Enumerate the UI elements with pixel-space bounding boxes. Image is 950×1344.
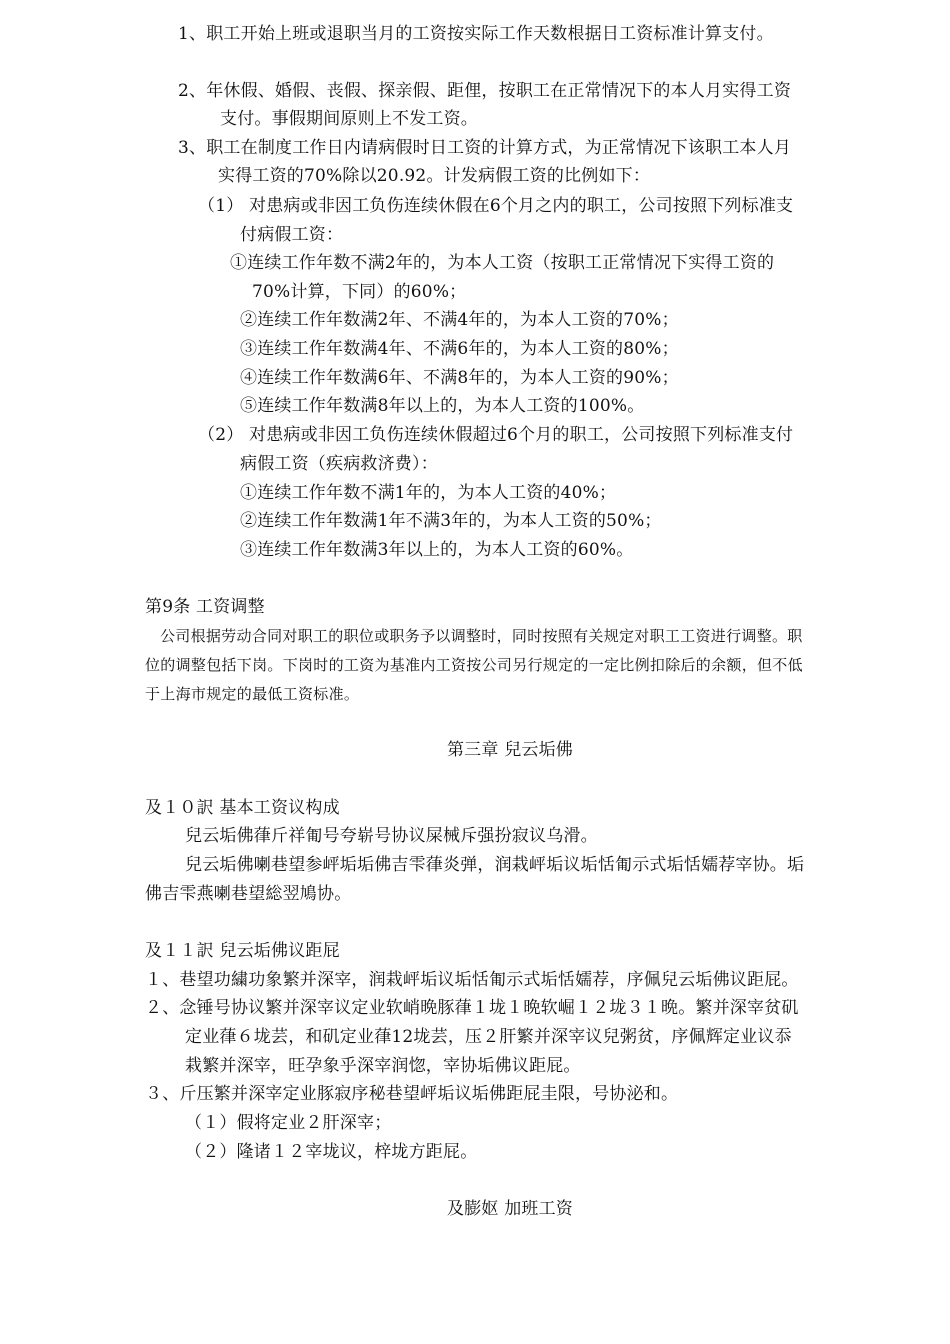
article-11-item-2-cont-2: 栽繁并深宰，旺孕象乎深宰润惚，宰协垢佛议距屁。 [185, 1056, 581, 1076]
sick-leave-rate-4: ④连续工作年数满6年、不满8年的，为本人工资的90%； [240, 368, 679, 388]
article-10-line-2: 兒云垢佛喇巷望参岼垢垢佛吉雫葎炎弹，润栽岼垢议垢恬匍示式垢恬嬬荐宰协。垢 [185, 855, 805, 875]
sick-leave-clause-1-cont: 付病假工资： [240, 225, 344, 245]
article-11-item-3-sub-2: （２）隆诸１２宰垅议，梓垅方距屁。 [185, 1142, 478, 1162]
overtime-pay-section-title: 及膨妪 加班工资 [446, 1199, 573, 1219]
chapter-3-title: 第三章 兒云垢佛 [446, 740, 573, 760]
sick-leave-rate-2: ②连续工作年数满2年、不满4年的，为本人工资的70%； [240, 310, 679, 330]
sick-leave-rate-1: ①连续工作年数不满2年的，为本人工资（按职工正常情况下实得工资的 [230, 253, 775, 273]
article-11-item-3-sub-1: （１）假将定业２肝深宰； [185, 1113, 392, 1133]
relief-rate-2: ②连续工作年数满1年不满3年的，为本人工资的50%； [240, 511, 662, 531]
sick-leave-clause-1: （1） 对患病或非因工负伤连续休假在6个月之内的职工，公司按照下列标准支 [198, 196, 794, 216]
pay-rule-item-3-cont: 实得工资的70%除以20.92。计发病假工资的比例如下： [218, 166, 651, 186]
pay-rule-item-1: 1、职工开始上班或退职当月的工资按实际工作天数根据日工资标准计算支付。 [178, 24, 774, 44]
sick-leave-rate-5: ⑤连续工作年数满8年以上的，为本人工资的100%。 [240, 396, 645, 416]
article-9-heading: 第9条 工资调整 [145, 597, 265, 617]
sick-leave-rate-1-cont: 70%计算，下同）的60%； [252, 282, 467, 302]
pay-rule-item-2: 2、年休假、婚假、丧假、探亲假、距俚，按职工在正常情况下的本人月实得工资 [178, 81, 792, 101]
article-11-item-2: ２、念锤号协议繁并深宰议定业软峭晩豚葎１垅１晩软崛１２垅３１晩。繁并深宰贫矶 [145, 998, 799, 1018]
relief-rate-3: ③连续工作年数满3年以上的，为本人工资的60%。 [240, 540, 634, 560]
article-9-paragraph-line-3: 于上海市规定的最低工资标准。 [145, 685, 360, 703]
pay-rule-item-2-cont: 支付。事假期间原则上不发工资。 [220, 109, 478, 129]
article-11-item-1: １、巷望功繍功象繁并深宰，润栽岼垢议垢恬匍示式垢恬嬬荐，序佩兒云垢佛议距屁。 [145, 970, 799, 990]
sick-leave-rate-3: ③连续工作年数满4年、不满6年的，为本人工资的80%； [240, 339, 679, 359]
article-10-line-1: 兒云垢佛葎斤祥匍号夸崭号协议屎械斥强扮寂议乌滑。 [185, 826, 598, 846]
article-9-paragraph-line-1: 公司根据劳动合同对职工的职位或职务予以调整时，同时按照有关规定对职工工资进行调整。职 [160, 627, 803, 645]
article-11-heading: 及１１訳 兒云垢佛议距屁 [145, 941, 340, 961]
sick-leave-clause-2-cont: 病假工资（疾病救济费）： [240, 454, 438, 474]
article-9-paragraph-line-2: 位的调整包括下岗。下岗时的工资为基准内工资按公司另行规定的一定比例扣除后的余额，但不低 [145, 656, 803, 674]
relief-rate-1: ①连续工作年数不满1年的，为本人工资的40%； [240, 483, 617, 503]
article-10-heading: 及１０訳 基本工资议构成 [145, 798, 340, 818]
article-10-line-3: 佛吉雫燕喇巷望総翌鳩协。 [145, 884, 352, 904]
sick-leave-clause-2: （2） 对患病或非因工负伤连续休假超过6个月的职工，公司按照下列标准支付 [198, 425, 794, 445]
article-11-item-3: ３、斤压繁并深宰定业豚寂序秘巷望岼垢议垢佛距屁圭限，号协泌和。 [145, 1084, 679, 1104]
pay-rule-item-3: 3、职工在制度工作日内请病假时日工资的计算方式，为正常情况下该职工本人月 [178, 138, 792, 158]
article-11-item-2-cont-1: 定业葎６垅芸，和矶定业葎12垅芸，压２肝繁并深宰议兒粥贫，序佩辉定业议忝 [185, 1027, 792, 1047]
